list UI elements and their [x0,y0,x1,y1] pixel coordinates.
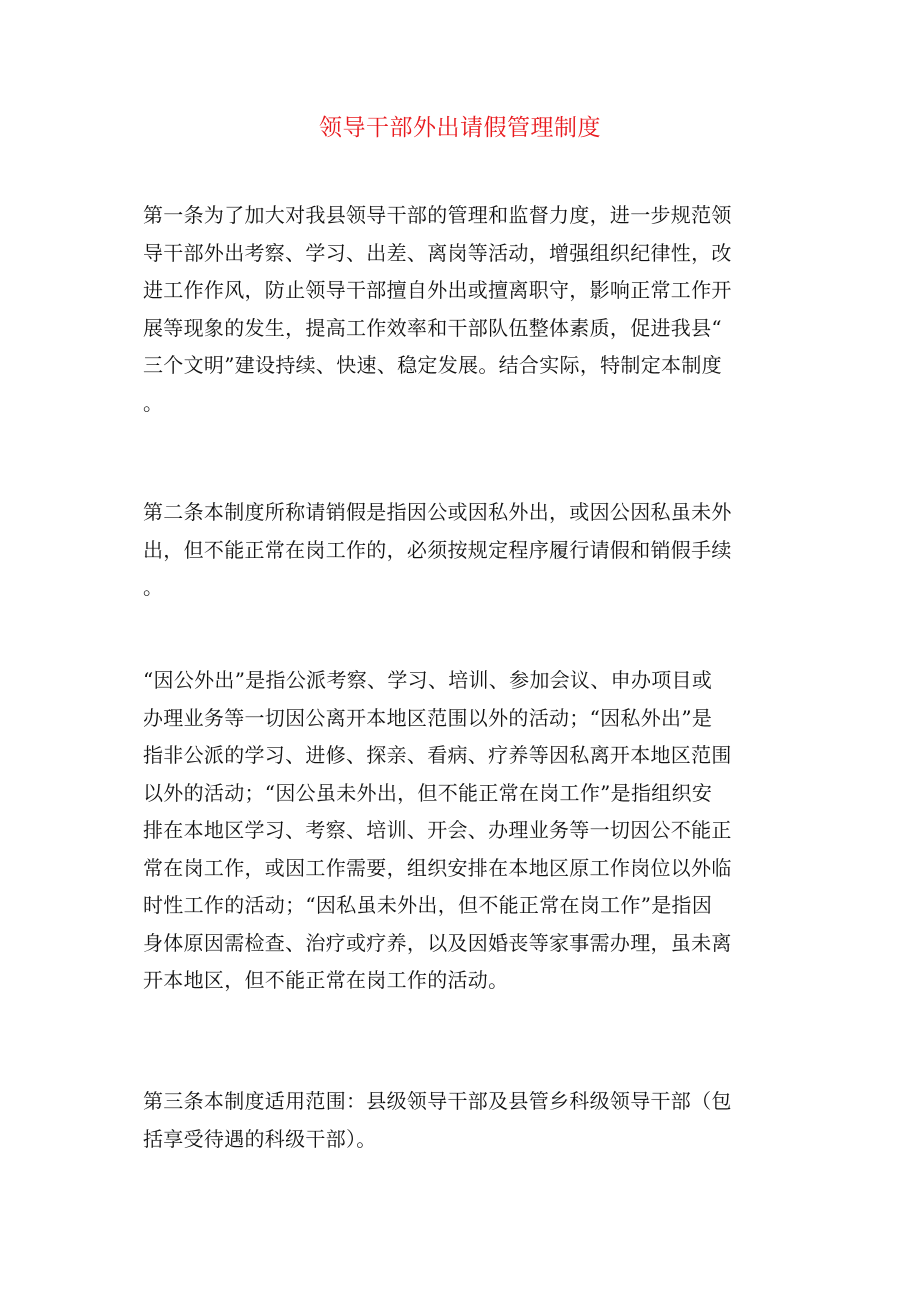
text-line: 开本地区，但不能正常在岗工作的活动。 [143,968,509,992]
text-line: 第三条本制度适用范围：县级领导干部及县管乡科级领导干部（包 [143,1089,732,1113]
text-line: 办理业务等一切因公离开本地区范围以外的活动；“因私外出”是 [143,705,713,730]
paragraph-article-1 [143,197,771,422]
text-line: 。 [143,390,164,415]
text-line: 时性工作的活动；“因私虽未外出，但不能正常在岗工作”是指因 [143,893,713,917]
document-title: 领导干部外出请假管理制度 [319,115,601,141]
text-line: 展等现象的发生，提高工作效率和干部队伍整体素质，促进我县“ [143,315,722,340]
paragraph-article-3 [143,1083,771,1158]
text-line: 常在岗工作，或因工作需要，组织安排在本地区原工作岗位以外临 [143,855,732,880]
text-line: 身体原因需检查、治疗或疗养，以及因婚丧等家事需办理，虽未离 [143,930,732,955]
text-line: 第二条本制度所称请销假是指因公或因私外出，或因公因私虽未外 [143,500,732,524]
text-line: 。 [143,575,164,599]
text-line: 出，但不能正常在岗工作的，必须按规定程序履行请假和销假手续 [143,537,732,562]
text-line: 括享受待遇的科级干部）。 [143,1126,377,1151]
paragraph-definitions [143,662,771,1000]
text-line: 排在本地区学习、考察、培训、开会、办理业务等一切因公不能正 [143,818,732,842]
text-line: 导干部外出考察、学习、出差、离岗等活动，增强组织纪律性，改 [143,240,732,265]
text-line: 三个文明”建设持续、快速、稳定发展。结合实际，特制定本制度 [143,353,722,377]
text-line: 以外的活动；“因公虽未外出，但不能正常在岗工作”是指组织安 [143,780,713,805]
text-line: “因公外出”是指公派考察、学习、培训、参加会议、申办项目或 [143,668,713,692]
text-line: 第一条为了加大对我县领导干部的管理和监督力度，进一步规范领 [143,203,732,227]
text-line: 指非公派的学习、进修、探亲、看病、疗养等因私离开本地区范围 [143,743,732,767]
paragraph-article-2 [143,494,771,607]
text-line: 进工作作风，防止领导干部擅自外出或擅离职守，影响正常工作开 [143,278,732,302]
